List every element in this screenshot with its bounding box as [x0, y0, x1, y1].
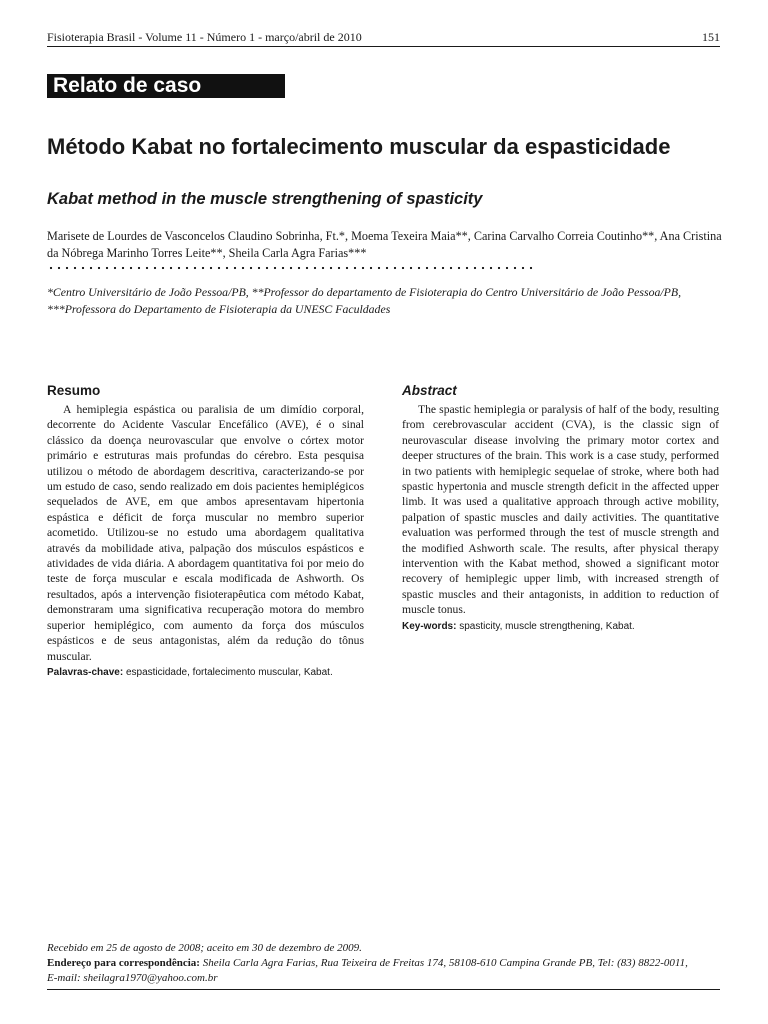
page-number: 151 — [702, 30, 720, 44]
palavras-chave — [47, 666, 364, 680]
keywords-label: Palavras-chave: — [47, 666, 124, 678]
keywords-label: Key-words: — [402, 620, 457, 632]
key-words — [402, 620, 719, 634]
article-title: Método Kabat no fortalecimento muscular da espasticidade — [47, 134, 671, 159]
author-list: Marisete de Lourdes de Vasconcelos Claudino Sobrinha, Ft.*, Moema Texeira Maia**, Carina Carvalho Correia Coutinho**, Ana Cristina da Nóbrega Marinho Torres Leite**, Sheila Carla Agra Farias*** — [47, 229, 722, 260]
resumo-heading: Resumo — [47, 383, 101, 398]
abstract-heading: Abstract — [402, 383, 457, 398]
address-value: Sheila Carla Agra Farias, Rua Teixeira de Freitas 174, 58108-610 Campina Grande PB, Tel: (83) 8822-0011, — [202, 957, 688, 969]
address-label: Endereço para correspondência: — [47, 957, 200, 969]
keywords-value: espasticidade, fortalecimento muscular, Kabat. — [125, 666, 333, 678]
affiliation-line: ***Professora do Departamento de Fisioterapia da UNESC Faculdades — [47, 302, 391, 316]
footnote — [47, 941, 720, 990]
received-date: Recebido em 25 de agosto de 2008; aceito em 30 de dezembro de 2009. — [47, 942, 362, 954]
dotted-divider — [47, 266, 535, 270]
article-subtitle: Kabat method in the muscle strengthening of spasticity — [47, 190, 483, 208]
affiliation-line: *Centro Universitário de João Pessoa/PB, **Professor do departamento de Fisioterapia do Centro Universitário de João Pessoa/PB, — [47, 285, 682, 299]
keywords-value: spasticity, muscle strengthening, Kabat. — [459, 620, 635, 632]
resumo-column — [47, 382, 364, 680]
journal-info: Fisioterapia Brasil - Volume 11 - Número 1 - março/abril de 2010 — [47, 30, 362, 44]
abstract-body: The spastic hemiplegia or paralysis of half of the body, resulting from cerebrovascular accident (CVA), is the classic sign of neurovascular disease involving the primary motor cortex and deeper structures of the brain. This work is a case study, performed in two patients with hemiplegic sequelae of stroke, where both had spastic hypertonia and muscle strength deficit in the affected upper limb. It was used a qualitative approach through active mobility, palpation of spastic muscles and daily activities. The quantitative evaluation was performed through the test of muscle strength and the modified Ashworth scale. The results, after physical therapy intervention with the Kabat method, showed a significant motor recovery of hemiplegic upper limb, with increased strength of spastic muscles and their antagonists, in addition to reduction of muscle tonus. — [402, 403, 719, 617]
correspondence-address — [47, 956, 720, 971]
section-tag: Relato de caso — [47, 74, 285, 98]
email: E-mail: sheilagra1970@yahoo.com.br — [47, 972, 218, 984]
resumo-body: A hemiplegia espástica ou paralisia de um dimídio corporal, decorrente do Acidente Vascular Encefálico (AVE), é o sinal clássico da doença neurovascular que envolve o córtex motor primário e estruturas mais profundas do cérebro. Esta pesquisa utilizou o método de abordagem descritiva, caracterizando-se por um estudo de caso, sendo realizado em dois pacientes hemiplégicos sequelados de AVE, em que ambos apresentavam hipertonia espástica e déficit de força muscular no membro superior acometido. Utilizou-se no estudo uma abordagem qualitativa através da mobilidade ativa, palpação dos músculos espásticos e atividades de vida diária. A abordagem quantitativa foi por meio do teste de força muscular e escala modificada de Ashworth. Os resultados, após a intervenção fisioterapêutica com método Kabat, demonstraram uma significativa recuperação motora do membro superior hemiplégico, com aumento da força dos músculos espásticos e de seus antagonistas, além da redução do tônus muscular. — [47, 403, 364, 663]
affiliations — [47, 284, 722, 318]
running-header — [47, 30, 720, 47]
abstract-column — [402, 382, 719, 634]
